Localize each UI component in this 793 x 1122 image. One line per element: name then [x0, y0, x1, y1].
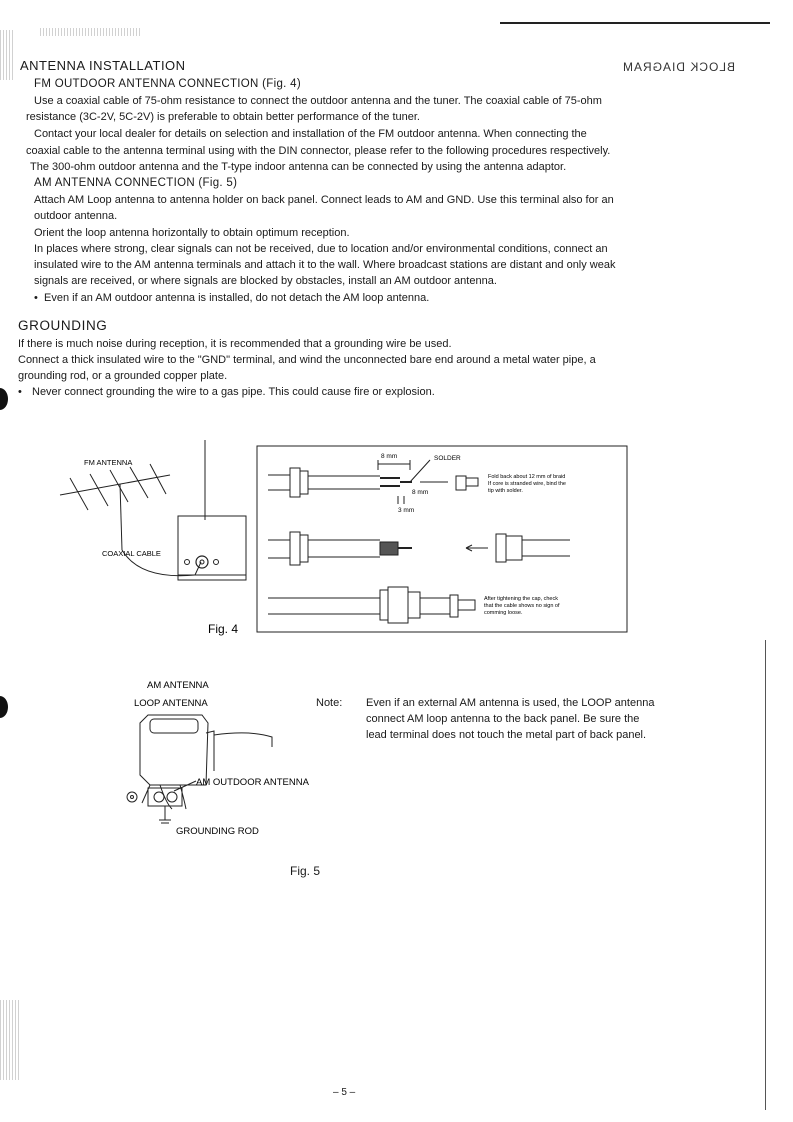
- fig5-note-line-3: lead terminal does not touch the metal part of back panel.: [366, 729, 647, 741]
- fig4-detail-frame: [257, 446, 627, 632]
- am-outdoor-antenna-label: AM OUTDOOR ANTENNA: [196, 777, 309, 788]
- tighten-note-line-1: After tightening the cap, check: [484, 596, 558, 602]
- right-margin-line: [765, 640, 766, 1110]
- am-line-6: signals are received, or where signals are blocked by obstacles, install an AM outdoor antenna.: [34, 275, 497, 287]
- fm-line-4: coaxial cable to the antenna terminal using with the DIN connector, please refer to the following procedures respectively.: [26, 145, 611, 157]
- fig5-note-label: Note:: [316, 697, 343, 709]
- am-line-3: Orient the loop antenna horizontally to obtain optimum reception.: [34, 227, 350, 239]
- page-number: – 5 –: [333, 1087, 356, 1098]
- scan-noise-left: [0, 30, 14, 80]
- grounding-line-1: If there is much noise during reception, it is recommended that a grounding wire be used.: [18, 338, 452, 350]
- fig5-diagram: [110, 675, 350, 840]
- am-line-4: In places where strong, clear signals can not be received, due to location and/or environmental conditions, connect an: [34, 243, 608, 255]
- am-antenna-label: AM ANTENNA: [147, 680, 209, 691]
- solder-label: SOLDER: [434, 455, 461, 462]
- grounding-warning: [18, 384, 435, 400]
- grounding-line-3: grounding rod, or a grounded copper plate.: [18, 370, 228, 382]
- fig4-diagram: [0, 440, 640, 640]
- loop-antenna-label: LOOP ANTENNA: [134, 698, 208, 709]
- scan-noise-bottom-left: [0, 1000, 20, 1080]
- antenna-terminal-icon: [185, 556, 219, 568]
- mirrored-heading: [622, 58, 735, 76]
- outdoor-antenna-lead: [174, 781, 196, 791]
- fm-antenna-icon: [60, 464, 170, 550]
- tighten-note-line-3: comming loose.: [484, 610, 523, 616]
- mirrored-heading-text: BLOCK DIAGRAM: [622, 60, 736, 74]
- grounding-rod-label: GROUNDING ROD: [176, 826, 259, 837]
- dim-3mm: 3 mm: [398, 507, 415, 514]
- section-title: ANTENNA INSTALLATION: [20, 58, 186, 73]
- am-heading: AM ANTENNA CONNECTION (Fig. 5): [34, 177, 238, 189]
- fig5-caption: Fig. 5: [290, 864, 321, 878]
- binder-hole-top: [0, 388, 8, 410]
- grounding-heading: GROUNDING: [18, 318, 108, 333]
- fm-heading: FM OUTDOOR ANTENNA CONNECTION (Fig. 4): [34, 78, 301, 90]
- loop-antenna-icon: [140, 715, 272, 809]
- fm-line-1: Use a coaxial cable of 75-ohm resistance to connect the outdoor antenna and the tuner. The coaxial cable of 75-ohm: [34, 95, 602, 107]
- binder-hole-bottom: [0, 696, 8, 718]
- fold-note-line-3: tip with solder.: [488, 488, 523, 494]
- back-panel-box: [122, 440, 246, 580]
- scan-noise-top: [40, 28, 140, 36]
- tighten-note-line-2: that the cable shows no sign of: [484, 603, 560, 609]
- fm-line-2: resistance (3C-2V, 5C-2V) is preferable to obtain better performance of the tuner.: [26, 111, 420, 123]
- fm-line-5: The 300-ohm outdoor antenna and the T-type indoor antenna can be connected by using the antenna adaptor.: [30, 161, 567, 173]
- dim-8mm: 8 mm: [412, 489, 429, 496]
- grounding-line-2: Connect a thick insulated wire to the "GND" terminal, and wind the unconnected bare end around a metal water pipe, a: [18, 354, 596, 366]
- am-line-2: outdoor antenna.: [34, 210, 118, 222]
- top-rule: [500, 22, 770, 24]
- grounding-warning-text: Never connect grounding the wire to a gas pipe. This could cause fire or explosion.: [32, 386, 435, 398]
- fm-antenna-label: FM ANTENNA: [84, 458, 133, 467]
- fig4-caption: Fig. 4: [208, 622, 239, 636]
- am-note-text: Even if an AM outdoor antenna is installed, do not detach the AM loop antenna.: [44, 292, 430, 304]
- coax-step1-icon: [268, 460, 478, 504]
- dim-8mm-top: 8 mm: [381, 453, 398, 460]
- am-line-5: insulated wire to the AM antenna terminals and attach it to the wall. Where broadcast stations are distant and only weak: [34, 259, 616, 271]
- fold-note-line-1: Fold back about 12 mm of braid: [488, 474, 566, 480]
- coax-step2-icon: [268, 532, 570, 565]
- coax-step3-icon: [268, 587, 475, 623]
- bullet-icon: •: [18, 386, 22, 398]
- am-note: [34, 290, 429, 306]
- fold-note-line-2: If core is stranded wire, bind the: [488, 481, 566, 487]
- fig5-note-line-1: Even if an external AM antenna is used, the LOOP antenna: [366, 697, 655, 709]
- coaxial-cable-label: COAXIAL CABLE: [102, 549, 161, 558]
- fig5-note-line-2: connect AM loop antenna to the back panel. Be sure the: [366, 713, 640, 725]
- am-line-1: Attach AM Loop antenna to antenna holder on back panel. Connect leads to AM and GND. Use this terminal also for an: [34, 194, 614, 206]
- am-gnd-terminal-icon: [127, 788, 182, 823]
- bullet-icon: •: [34, 292, 38, 304]
- fm-line-3: Contact your local dealer for details on selection and installation of the FM outdoor antenna. When connecting the: [34, 128, 587, 140]
